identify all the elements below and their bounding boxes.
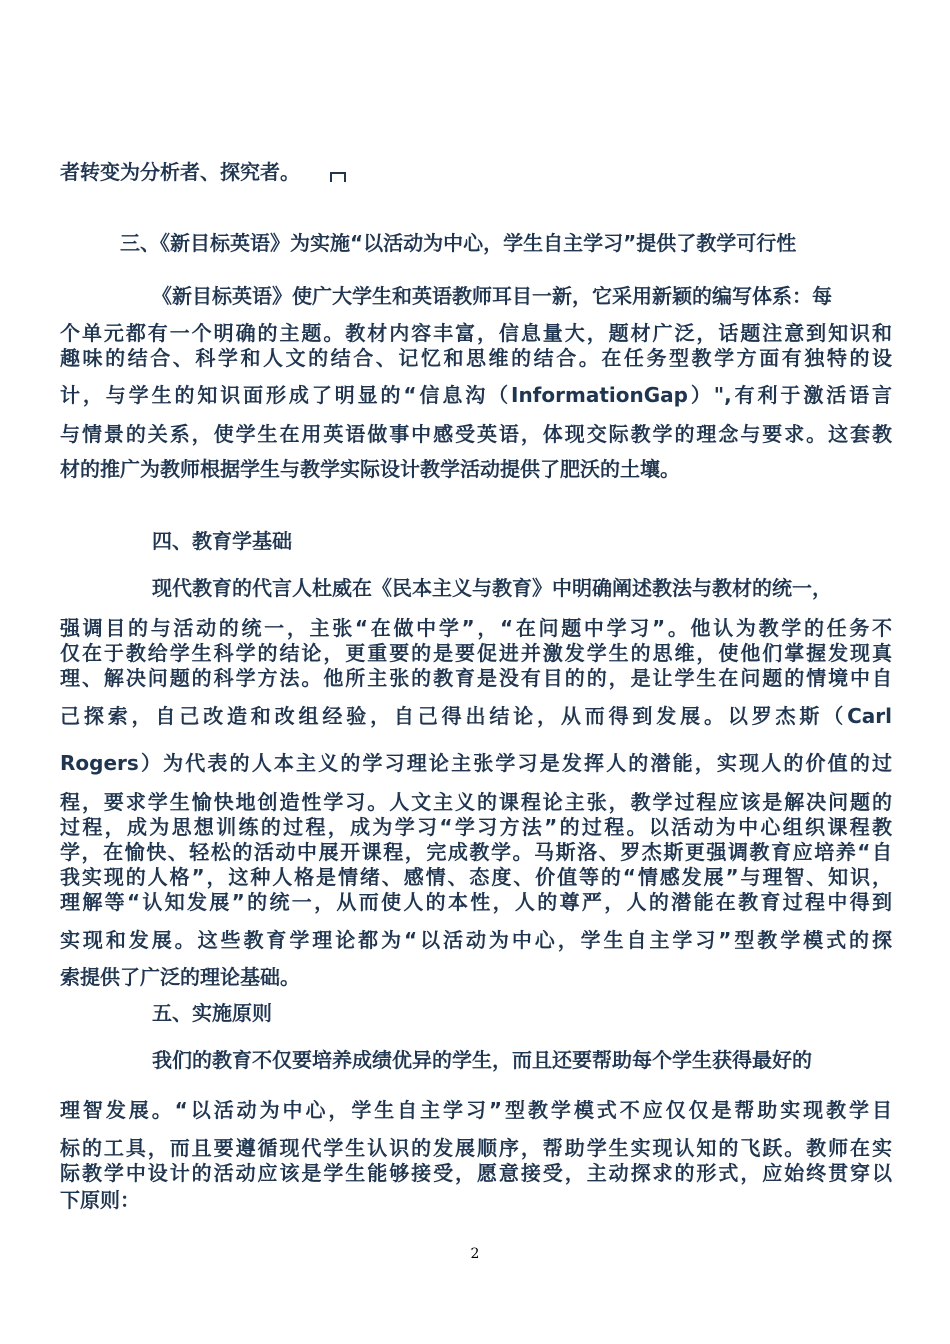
text-line: 强调目的与活动的统一，主张“在做中学”，“在问题中学习”。他认为教学的任务不: [60, 616, 892, 640]
text-line: 程，要求学生愉快地创造性学习。人文主义的课程论主张，教学过程应该是解决问题的: [60, 790, 892, 814]
section-heading: 三、《新目标英语》为实施“以活动为中心，学生自主学习”提供了教学可行性: [120, 231, 797, 255]
text-line: 者转变为分析者、探究者。: [60, 160, 300, 184]
text-line: 理、解决问题的科学方法。他所主张的教育是没有目的的，是让学生在问题的情境中自: [60, 666, 892, 690]
text-line: 趣味的结合、科学和人文的结合、记忆和思维的结合。在任务型教学方面有独特的设: [60, 346, 892, 370]
text-line: 理智发展。“以活动为中心，学生自主学习”型教学模式不应仅仅是帮助实现教学目: [60, 1098, 892, 1122]
text-line: 现代教育的代言人杜威在《民本主义与教育》中明确阐述教法与教材的统一，: [152, 576, 832, 600]
text-line: 我们的教育不仅要培养成绩优异的学生，而且还要帮助每个学生获得最好的: [152, 1048, 812, 1072]
text-line: 与情景的关系，使学生在用英语做事中感受英语，体现交际教学的理念与要求。这套教: [60, 422, 892, 446]
section-heading: 四、教育学基础: [152, 529, 292, 553]
text-line: 理解等“认知发展”的统一，从而使人的本性，人的尊严，人的潜能在教育过程中得到: [60, 890, 892, 914]
text-line: 索提供了广泛的理论基础。: [60, 965, 300, 989]
text-line: 际教学中设计的活动应该是学生能够接受，愿意接受，主动探求的形式，应始终贯穿以: [60, 1161, 892, 1185]
text-line: 过程，成为思想训练的过程，成为学习“学习方法”的过程。以活动为中心组织课程教: [60, 815, 892, 839]
text-line: 己探索，自己改造和改组经验，自己得出结论，从而得到发展。以罗杰斯（Carl: [60, 704, 892, 728]
text-line: 材的推广为教师根据学生与教学实际设计教学活动提供了肥沃的土壤。: [60, 457, 680, 481]
text-line: 《新目标英语》使广大学生和英语教师耳目一新，它采用新颖的编写体系：每: [152, 284, 832, 308]
text-line: 仅在于教给学生科学的结论，更重要的是要促进并激发学生的思维，使他们掌握发现真: [60, 641, 892, 665]
text-line: 个单元都有一个明确的主题。教材内容丰富，信息量大，题材广泛，话题注意到知识和: [60, 321, 892, 345]
edit-mark-icon: [330, 172, 346, 182]
text-line: 实现和发展。这些教育学理论都为“以活动为中心，学生自主学习”型教学模式的探: [60, 928, 892, 952]
text-line: 计，与学生的知识面形成了明显的“信息沟（InformationGap）",有利于激活语言: [60, 383, 892, 407]
text-line: 学，在愉快、轻松的活动中展开课程，完成教学。马斯洛、罗杰斯更强调教育应培养“自: [60, 840, 892, 864]
text-line: 我实现的人格”，这种人格是情绪、感情、态度、价值等的“情感发展”与理智、知识，: [60, 865, 892, 889]
text-line: Rogers）为代表的人本主义的学习理论主张学习是发挥人的潜能，实现人的价值的过: [60, 751, 892, 775]
page-number: 2: [470, 1246, 480, 1262]
text-line: 下原则：: [60, 1188, 140, 1212]
section-heading: 五、实施原则: [152, 1001, 272, 1025]
text-line: 标的工具，而且要遵循现代学生认识的发展顺序，帮助学生实现认知的飞跃。教师在实: [60, 1136, 892, 1160]
